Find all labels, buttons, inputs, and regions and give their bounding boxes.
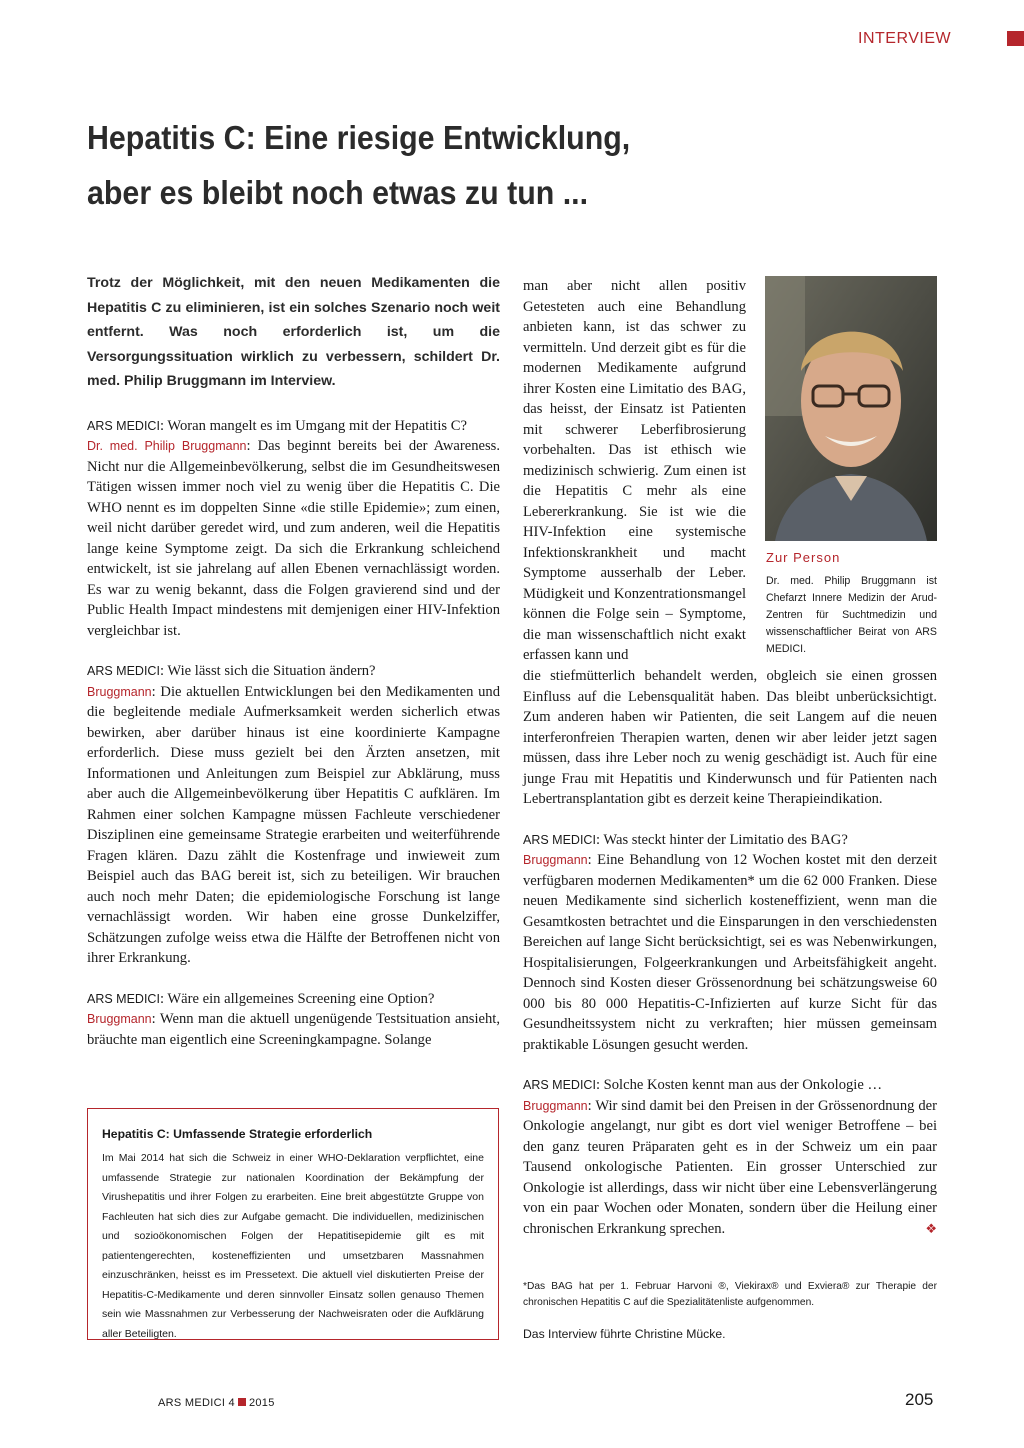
answer-3-start: Wenn man die aktuell ungenügende Testsituation ansieht, bräuchte man eigentlich eine Screeningkampagne. Solange (87, 1011, 500, 1048)
question-5: Solche Kosten kennt man aus der Onkologie … (603, 1077, 883, 1093)
footer-journal-name: ARS MEDICI 4 (158, 1397, 235, 1409)
footer-accent-square (238, 1398, 246, 1406)
footnote: *Das BAG hat per 1. Februar Harvoni ®, Viekirax® und Exviera® zur Therapie der chronischen Hepatitis C auf die Spezialitätenliste aufgenommen. (523, 1281, 937, 1308)
question-2: Wie lässt sich die Situation ändern? (167, 663, 376, 679)
answer-3-continued: man aber nicht allen positiv Getesteten auch eine Behandlung anbieten kann, ist das schwer zu vermitteln. Und derzeit gibt es für die modernen Medikamente aufgrund ihrer Kosten eine Limitatio des BAG, das heisst, der Einsatz ist Patienten mit schwerer Leberfibrosierung vorbehalten. Das ist ethisch wie medizinisch schwierig. Zum einen ist die Hepatitis C mehr als eine Lebererkrankung. Sie ist wie die HIV-Infektion eine systemische Infektionskrankheit und macht Symptome ausserhalb der Leber. Müdigkeit und Konzentrationsmangel können die Folge sein – Symptome, die man wissenschaftlich nicht exakt erfassen kann und (523, 278, 746, 663)
interviewer-label: ARS MEDICI (523, 832, 596, 847)
question-block-5: ARS MEDICI: Solche Kosten kennt man aus der Onkologie … Bruggmann: Wir sind damit bei den Preisen in der Grössenordnung der Onkologie angelangt, nur gibt es dort viel weniger Betroffene – bei den ganz teuren Präparaten geht es in der Schweiz um ein paar Tausend onkologische Patienten. Ein grosser Unterschied zur Onkologie ist allerdings, dass wir nicht über eine Lebensverlängerung von ein paar Wochen oder Monaten, sondern über die Heilung einer chronischen Erkrankung sprechen. ❖ (523, 1075, 937, 1239)
interviewee-label: Bruggmann (87, 684, 152, 699)
headline-line-1: Hepatitis C: Eine riesige Entwicklung, (87, 119, 631, 156)
column-right-top (523, 276, 746, 666)
question-block-4: ARS MEDICI: Was steckt hinter der Limitatio des BAG? Bruggmann: Eine Behandlung von 12 Wochen kostet mit den derzeit verfügbaren modernen Medikamenten* um die 62 000 Franken. Diese neuen Medikamente sind sicherlich kosteneffizient, wenn man die Gesamtkosten betrachtet und die Einsparungen in den verschiedensten Bereichen auf lange Sicht berücksichtigt, sei es was Nebenwirkungen, Hospitalisierungen, Folgeerkrankungen und Arbeitsfähigkeit angeht. Dennoch sind Kosten dieser Grössenordnung bei schätzungsweise 60 000 bis 80 000 Hepatitis-C-Infizierten auf kurze Sicht für das Gesundheitssystem nicht zu verkraften; hier müssen gemeinsam praktikable Lösungen gesucht werden. (523, 831, 937, 1053)
page-number: 205 (905, 1390, 934, 1409)
question-3: Wäre ein allgemeines Screening eine Option? (167, 990, 435, 1007)
interview-credit: Das Interview führte Christine Mücke. (523, 1327, 726, 1341)
interviewee-label: Bruggmann (523, 853, 588, 867)
interviewee-label: Bruggmann (523, 1098, 588, 1113)
corner-accent-square (1007, 31, 1024, 46)
interviewee-label: Dr. med. Philip Bruggmann (87, 439, 247, 453)
interviewer-label: ARS MEDICI (87, 664, 160, 678)
portrait-photo (765, 276, 937, 541)
question-4: Was steckt hinter der Limitatio des BAG? (603, 831, 848, 848)
column-left (87, 271, 500, 1050)
interviewer-label: ARS MEDICI (87, 418, 160, 433)
end-mark-icon: ❖ (925, 1220, 937, 1236)
person-box-text: Dr. med. Philip Bruggmann ist Chefarzt Innere Medizin der Arud-Zentren für Suchtmedizin und wissenschaftlicher Beirat von ARS MEDICI. (766, 575, 937, 655)
interviewee-label: Bruggmann (87, 1012, 152, 1026)
question-block-3: ARS MEDICI: Wäre ein allgemeines Screening eine Option? Bruggmann: Wenn man die aktuell ungenügende Testsituation ansieht, bräuchte man eigentlich eine Screeningkampagne. Solange (87, 990, 500, 1048)
answer-4: Eine Behandlung von 12 Wochen kostet mit den derzeit verfügbaren modernen Medikamenten* um die 62 000 Franken. Diese neuen Medikamente sind sicherlich kosteneffizient, wenn man die Gesamtkosten betrachtet und die Einsparungen in den verschiedensten Bereichen auf lange Sicht berücksichtigt, sei es was Nebenwirkungen, Hospitalisierungen, Folgeerkrankungen und Arbeitsfähigkeit angeht. Dennoch sind Kosten dieser Grössenordnung bei schätzungsweise 60 000 bis 80 000 Hepatitis-C-Infizierten auf kurze Sicht für das Gesundheitssystem nicht zu verkraften; hier müssen gemeinsam praktikable Lösungen gesucht werden. (523, 852, 937, 1053)
footer-year: 2015 (248, 1397, 275, 1409)
section-label: INTERVIEW (858, 30, 952, 47)
lead-paragraph: Trotz der Möglichkeit, mit den neuen Medikamenten die Hepatitis C zu eliminieren, ist ein solches Szenario noch weit entfernt. Was noch erforderlich ist, um die Versorgungssituation wirklich zu verbessern, schildert Dr. med. Philip Bruggmann im Interview. (87, 275, 500, 389)
column-right-bottom (523, 666, 937, 1239)
interviewer-label: ARS MEDICI (87, 991, 160, 1006)
footer-journal (158, 1397, 275, 1409)
question-block-2: ARS MEDICI: Wie lässt sich die Situation ändern? Bruggmann: Die aktuellen Entwicklungen bei den Medikamenten und die begleitende mediale Aufmerksamkeit werden sicherlich etwas bewirken, aber darüber hinaus ist eine koordinierte Kampagne erforderlich. Diese muss gezielt bei den Ärzten ansetzen, mit Informationen und Anleitungen zum Beispiel zur Abklärung, muss aber auch die Allgemeinbevölkerung über Hepatitis C aufklären. Im Rahmen einer solchen Kampagne müssen Fachleute verschiedener Disziplinen eine gemeinsame Strategie erarbeiten und weiterführende Fragen klären. Dazu zählt die Kostenfrage und inwieweit zum Beispiel auch das BAG bereit ist, sich zu beteiligen. Wir brauchen auch noch mehr Daten; die epidemiologische Forschung ist lange vernachlässigt worden. Wir haben eine grosse Dunkelziffer, Schätzungen zufolge weiss etwa die Hälfte der Betroffenen nicht von ihrer Erkrankung. (87, 663, 500, 966)
info-box-title: Hepatitis C: Umfassende Strategie erforderlich (102, 1127, 373, 1141)
question-1: Woran mangelt es im Umgang mit der Hepatitis C? (167, 417, 467, 434)
answer-5: Wir sind damit bei den Preisen in der Grössenordnung der Onkologie angelangt, nur gibt es dort viel weniger Betroffene – bei den ganz teuren Präparaten geht es in der Schweiz um ein paar Tausend onkologische Patienten. Ein grosser Unterschied zur Onkologie ist allerdings, dass wir nicht über eine Lebensverlängerung von ein paar Wochen oder Monaten, sondern über die Heilung einer chronischen Erkrankung sprechen. (523, 1097, 937, 1237)
answer-2: Die aktuellen Entwicklungen bei den Medikamenten und die begleitende mediale Aufmerksamkeit werden sicherlich etwas bewirken, aber darüber hinaus ist eine koordinierte Kampagne erforderlich. Diese muss gezielt bei den Ärzten ansetzen, mit Informationen und Anleitungen zum Beispiel zur Abklärung, muss aber auch die Allgemeinbevölkerung über Hepatitis C aufklären. Im Rahmen einer solchen Kampagne müssen Fachleute verschiedener Disziplinen eine gemeinsame Strategie erarbeiten und weiterführende Fragen klären. Dazu zählt die Kostenfrage und inwieweit zum Beispiel auch das BAG bereit ist, sich zu beteiligen. Wir brauchen auch noch mehr Daten; die epidemiologische Forschung ist lange vernachlässigt worden. Wir haben eine grosse Dunkelziffer, Schätzungen zufolge weiss etwa die Hälfte der Betroffenen nicht von ihrer Erkrankung. (87, 683, 500, 966)
headline (87, 110, 786, 220)
question-block-1: ARS MEDICI: Woran mangelt es im Umgang mit der Hepatitis C? Dr. med. Philip Bruggmann: Das beginnt bereits bei der Awareness. Nicht nur die Allgemeinbevölkerung, selbst die im Gesundheitswesen Tätigen wissen immer noch viel zu wenig über die Hepatitis C. Die WHO nennt es im doppelten Sinne «die stille Epidemie»; zum einen, weil nicht darüber geredet wird, und zum anderen, weil die Hepatitis lange keine Symptome zeigt. Da sich die Erkrankung schleichend entwickelt, ist sie jahrelang auf allen Ebenen vernachlässigt worden. Es war zu wenig bekannt, dass die Folgen gravierend sind und der Public Health Impact mindestens mit demjenigen einer HIV-Infektion vergleichbar ist. (87, 417, 500, 639)
interviewer-label: ARS MEDICI (523, 1078, 596, 1092)
info-box-text: Im Mai 2014 hat sich die Schweiz in einer WHO-Deklaration verpflichtet, eine umfassende Strategie zur nationalen Koordination der Bekämpfung der Virushepatitis und ihrer Folgen zu erarbeiten. Eine breit abgestützte Gruppe von Fachleuten hat sich dies zur Aufgabe gemacht. Die individuellen, medizinischen und sozioökonomischen Folgen der Hepatitisepidemie gilt es mit patientengerechten, kosteneffizienten und umsetzbaren Massnahmen einzuschränken, heisst es im Pressetext. Die aktuell viel diskutierten Preise der Hepatitis-C-Medikamente und deren sinnvoller Einsatz sollen genauso Themen sein wie Massnahmen zur Verbesserung der Nachweisraten oder die Aufklärung aller Beteiligten. (102, 1152, 484, 1340)
info-box (87, 1108, 499, 1340)
answer-3-end: die stiefmütterlich behandelt werden, obgleich sie einen grossen Einfluss auf die Lebensqualität haben. Das bleibt unberücksichtigt. Zum anderen haben wir Patienten, die seit Langem auf die neuen interferonfreien Therapien warten, denen wir aber leider jetzt sagen müssen, dass ihre Leber noch zu wenig geschädigt ist. Auch für eine junge Frau mit Hepatitis und Kinderwunsch und für Patienten nach Lebertransplantation gibt es derzeit keine Therapieindikation. (523, 668, 937, 807)
portrait-illustration (765, 276, 937, 541)
answer-1: Das beginnt bereits bei der Awareness. Nicht nur die Allgemeinbevölkerung, selbst die im Gesundheitswesen Tätigen wissen immer noch viel zu wenig über die Hepatitis C. Die WHO nennt es im doppelten Sinne «die stille Epidemie»; zum einen, weil nicht darüber geredet wird, und zum anderen, weil die Hepatitis lange keine Symptome zeigt. Da sich die Erkrankung schleichend entwickelt, ist sie jahrelang auf allen Ebenen vernachlässigt worden. Es war zu wenig bekannt, dass die Folgen gravierend sind und der Public Health Impact mindestens mit demjenigen einer HIV-Infektion vergleichbar ist. (87, 438, 500, 639)
headline-line-2: aber es bleibt noch etwas zu tun ... (87, 174, 589, 211)
person-box-title: Zur Person (766, 550, 841, 565)
